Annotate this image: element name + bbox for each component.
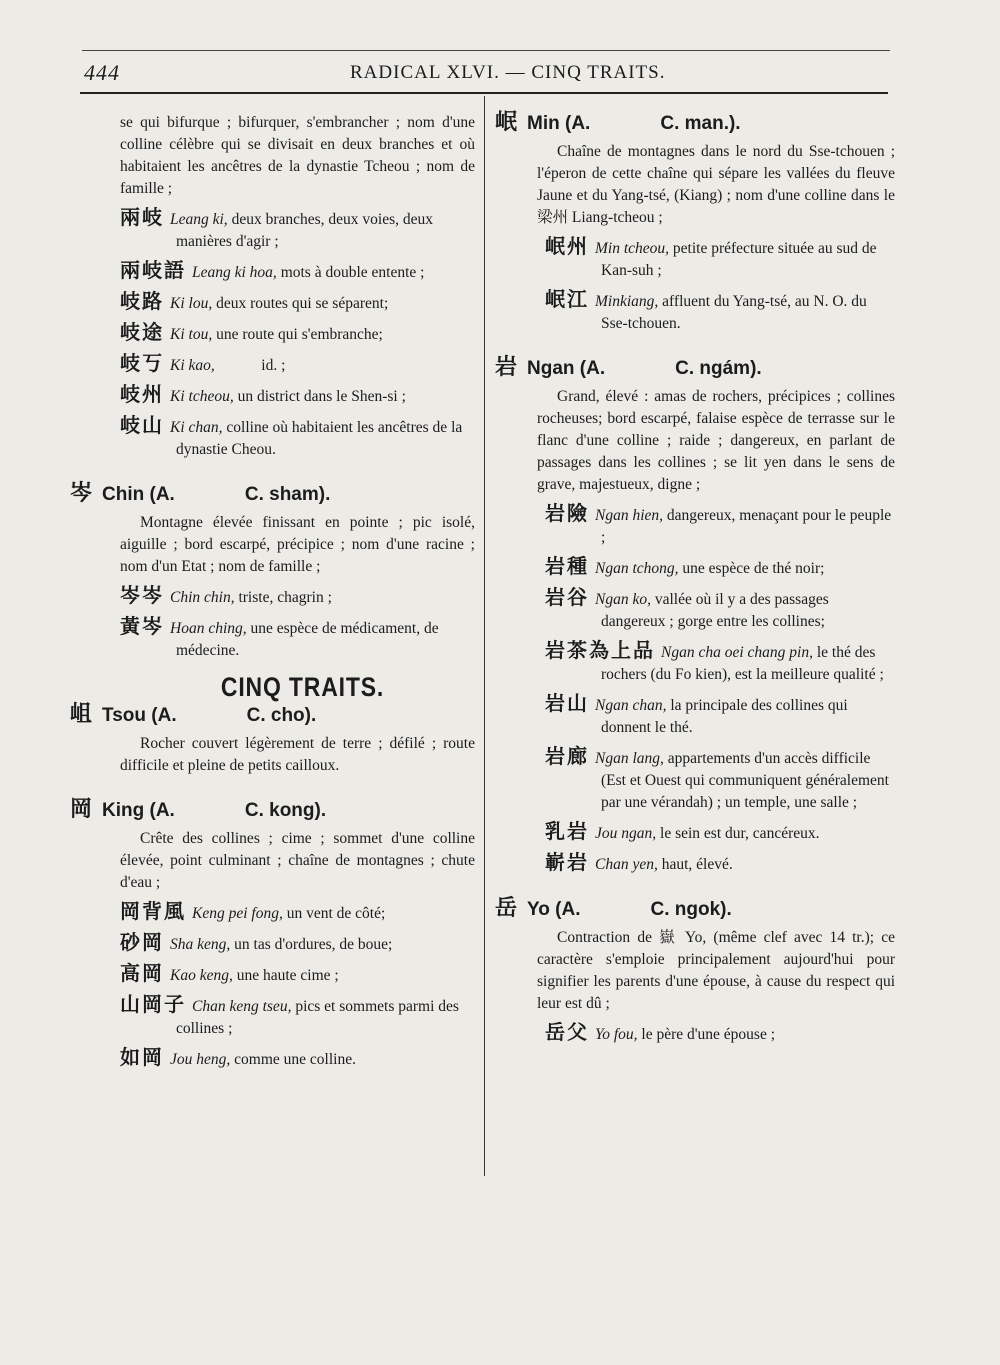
hanzi: 嶄岩	[545, 850, 589, 874]
romanization: Ngan lang,	[595, 750, 664, 767]
romanization: Leang ki,	[170, 211, 228, 228]
cantonese: C. man.).	[660, 113, 741, 134]
entry-heading-tsou	[70, 704, 475, 727]
section-title: CINQ TRAITS.	[220, 672, 385, 702]
romanization: Sha keng,	[170, 936, 231, 953]
romanization: Kao keng,	[170, 967, 233, 984]
definition: le thé des rochers (du Fo kien), est la meilleure qualité ;	[601, 644, 884, 683]
compound-entry	[70, 321, 475, 346]
definition: une espèce de thé noir;	[678, 560, 825, 577]
compound-entry	[70, 290, 475, 315]
cantonese: C. ngok).	[650, 899, 732, 920]
definition: un vent de côté;	[282, 905, 386, 922]
definition: vallée où il y a des passages dangereux ; gorge entre les collines;	[601, 591, 829, 630]
top-rule	[82, 50, 890, 51]
hanzi: 岐山	[120, 413, 164, 437]
entry-heading-ngan	[495, 357, 895, 380]
definition: le père d'une épouse ;	[637, 1026, 776, 1043]
romanization: Jou heng,	[170, 1051, 231, 1068]
definition: petite préfecture située au sud de Kan-suh ;	[601, 240, 877, 279]
entry-text: Grand, élevé : amas de rochers, précipices ; collines rocheuses; bord escarpé, falaise espèce de terrasse sur le flanc d'une colline ; raide ; dangereux, en parlant de passages dans les collines ; se lit yen dans le sens de grave, majestueux, digne ;	[537, 388, 895, 493]
hanzi: 岩種	[545, 554, 589, 578]
compound-entry	[70, 206, 475, 253]
hanzi: 岩山	[545, 691, 589, 715]
definition: comme une colline.	[230, 1051, 356, 1068]
column-divider	[484, 96, 485, 1176]
definition: le sein est dur, cancéreux.	[656, 825, 820, 842]
romanization: Ki kao,	[170, 357, 215, 374]
entry-text: Rocher couvert légèrement de terre ; défilé ; route difficile et pleine de petits cailloux.	[120, 735, 475, 774]
definition: haut, élevé.	[657, 856, 733, 873]
definition: triste, chagrin ;	[234, 589, 332, 606]
entry-heading-yo	[495, 898, 895, 921]
hanzi: 岐丂	[120, 351, 164, 375]
definition: un district dans le Shen-si ;	[233, 388, 406, 405]
definition: une route qui s'embranche;	[212, 326, 383, 343]
romanization: Ngan ko,	[595, 591, 651, 608]
definition: une haute cime ;	[232, 967, 339, 984]
entry-heading-chin	[70, 483, 475, 506]
hanzi: 岡背風	[120, 899, 186, 923]
headword-hanzi: 岷	[495, 110, 518, 135]
hanzi: 岳父	[545, 1020, 589, 1044]
headword: Tsou (A.	[102, 705, 177, 726]
romanization: Ki lou,	[170, 295, 213, 312]
header-rule	[80, 92, 888, 94]
headword-hanzi: 岩	[495, 355, 518, 380]
romanization: Jou ngan,	[595, 825, 657, 842]
compound-entry	[70, 352, 475, 377]
definition: colline où habitaient les ancêtres de la dynastie Cheou.	[176, 419, 463, 458]
romanization: Leang ki hoa,	[192, 264, 277, 281]
romanization: Ngan tchong,	[595, 560, 679, 577]
compound-entry	[495, 288, 895, 335]
headword-hanzi: 岨	[70, 702, 93, 727]
cantonese: C. ngám).	[675, 358, 762, 379]
compound-entry	[70, 383, 475, 408]
compound-entry	[70, 1046, 475, 1071]
romanization: Minkiang,	[595, 293, 659, 310]
definition: deux branches, deux voies, deux manières d'agir ;	[176, 211, 434, 250]
hanzi: 岐州	[120, 382, 164, 406]
romanization: Chin chin,	[170, 589, 235, 606]
compound-entry	[495, 745, 895, 814]
compound-entry	[70, 584, 475, 609]
headword: Min (A.	[527, 113, 591, 134]
compound-entry	[70, 900, 475, 925]
hanzi: 岑岑	[120, 583, 164, 607]
hanzi: 兩岐語	[120, 258, 186, 282]
romanization: Ngan chan,	[595, 697, 667, 714]
hanzi: 如岡	[120, 1045, 164, 1069]
compound-entry	[70, 931, 475, 956]
compound-entry	[70, 615, 475, 662]
hanzi: 砂岡	[120, 930, 164, 954]
definition: appartements d'un accès difficile (Est et Ouest qui communiquent généralement par une vérandah) ; un temple, une salle ;	[601, 750, 889, 811]
romanization: Hoan ching,	[170, 620, 247, 637]
romanization: Ki tcheou,	[170, 388, 234, 405]
hanzi: 岩廊	[545, 744, 589, 768]
hanzi: 山岡子	[120, 992, 186, 1016]
headword: Chin (A.	[102, 484, 175, 505]
headword-hanzi: 岑	[70, 481, 93, 506]
cantonese: C. cho).	[246, 705, 317, 726]
romanization: Yo fou,	[595, 1026, 638, 1043]
hanzi: 岷江	[545, 287, 589, 311]
romanization: Chan yen,	[595, 856, 658, 873]
compound-entry	[495, 851, 895, 876]
hanzi: 黃岑	[120, 614, 164, 638]
romanization: Ngan cha oei chang pin,	[661, 644, 813, 661]
compound-entry	[495, 820, 895, 845]
romanization: Keng pei fong,	[192, 905, 283, 922]
hanzi: 兩岐	[120, 205, 164, 229]
definition: un tas d'ordures, de boue;	[230, 936, 393, 953]
hanzi: 岐途	[120, 320, 164, 344]
left-column	[70, 112, 475, 1071]
compound-entry	[70, 993, 475, 1040]
definition: la principale des collines qui donnent le thé.	[601, 697, 848, 736]
cantonese: C. sham).	[244, 484, 331, 505]
hanzi: 高岡	[120, 961, 164, 985]
definition: id. ;	[214, 357, 286, 374]
definition: deux routes qui se séparent;	[212, 295, 389, 312]
hanzi: 岩茶為上品	[545, 638, 655, 662]
entry-text: Montagne élevée finissant en pointe ; pic isolé, aiguille ; bord escarpé, précipice ; nom d'une racine ; nom d'un Etat ; nom de famille ;	[120, 514, 475, 575]
entry-heading-king	[70, 799, 475, 822]
entry-text: se qui bifurque ; bifurquer, s'embrancher ; nom d'une colline célèbre qui se divisait en deux branches et où habitaient les ancêtres de la dynastie Tcheou ; nom de famille ;	[120, 114, 475, 197]
compound-entry	[495, 586, 895, 633]
entry-text: Contraction de 嶽 Yo, (même clef avec 14 tr.); ce caractère s'emploie principalement aujourd'hui pour signifier les parents d'une épouse, à cause du respect qui leur est dû ;	[537, 929, 895, 1012]
headword-hanzi: 岳	[495, 896, 518, 921]
headword: King (A.	[102, 800, 175, 821]
headword: Yo (A.	[527, 899, 581, 920]
page-number: 444	[84, 60, 120, 85]
headword-hanzi: 岡	[70, 797, 93, 822]
compound-entry	[495, 692, 895, 739]
definition: affluent du Yang-tsé, au N. O. du Sse-tchouen.	[601, 293, 867, 332]
compound-entry	[495, 502, 895, 549]
compound-entry	[495, 555, 895, 580]
romanization: Ngan hien,	[595, 507, 664, 524]
running-head: RADICAL XLVI. — CINQ TRAITS.	[350, 62, 666, 83]
headword: Ngan (A.	[527, 358, 606, 379]
compound-entry	[495, 235, 895, 282]
compound-entry	[495, 639, 895, 686]
entry-heading-min	[495, 112, 895, 135]
hanzi: 岐路	[120, 289, 164, 313]
hanzi: 乳岩	[545, 819, 589, 843]
definition: une espèce de médicament, de médecine.	[176, 620, 439, 659]
romanization: Chan keng tseu,	[192, 998, 292, 1015]
entry-text: Crête des collines ; cime ; sommet d'une colline élevée, point culminant ; chaîne de montagnes ; chute d'eau ;	[120, 830, 475, 891]
hanzi: 岩谷	[545, 585, 589, 609]
hanzi: 岩險	[545, 501, 589, 525]
hanzi: 岷州	[545, 234, 589, 258]
definition: dangereux, menaçant pour le peuple ;	[601, 507, 892, 546]
definition: pics et sommets parmi des collines ;	[176, 998, 459, 1037]
definition: mots à double entente ;	[276, 264, 425, 281]
cantonese: C. kong).	[244, 800, 327, 821]
compound-entry	[70, 962, 475, 987]
compound-entry	[70, 414, 475, 461]
compound-entry	[495, 1021, 895, 1046]
romanization: Ki chan,	[170, 419, 223, 436]
compound-entry	[70, 259, 475, 284]
right-column	[495, 112, 895, 1046]
romanization: Ki tou,	[170, 326, 213, 343]
entry-text: Chaîne de montagnes dans le nord du Sse-tchouen ; l'éperon de cette chaîne qui sépare les vallées du fleuve Jaune et du Yang-tsé, (Kiang) ; nom d'une colline dans le 梁州 Liang-tcheou ;	[537, 143, 895, 226]
romanization: Min tcheou,	[595, 240, 670, 257]
